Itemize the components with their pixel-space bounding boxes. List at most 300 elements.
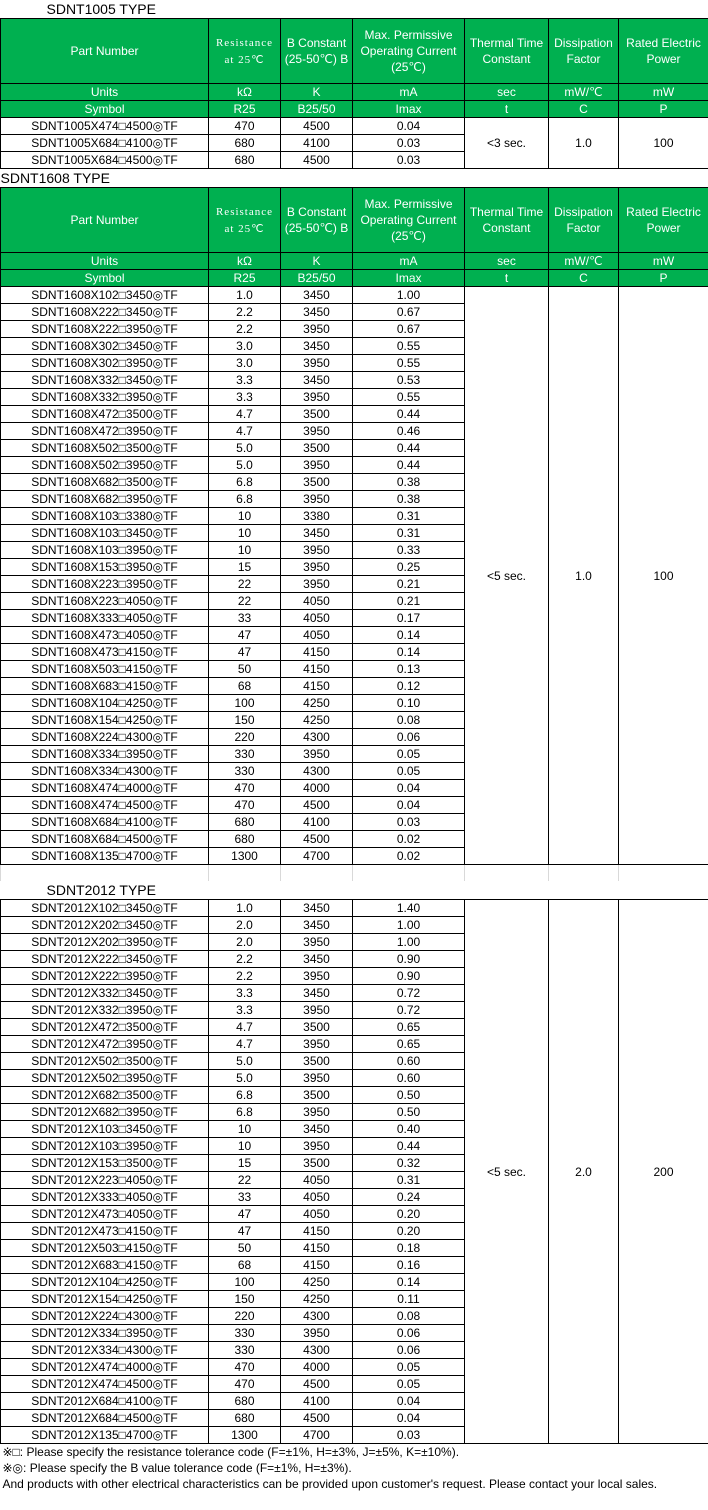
current-cell: 0.13 (353, 661, 465, 678)
b-constant-cell: 3450 (281, 338, 353, 355)
current-cell: 0.05 (353, 746, 465, 763)
resistance-cell: 3.3 (209, 985, 281, 1002)
current-cell: 0.04 (353, 1410, 465, 1427)
part-number-cell: SDNT1608X683□4150◎TF (1, 678, 209, 695)
current-cell: 0.05 (353, 1359, 465, 1376)
rated-power-header (619, 19, 708, 84)
current-cell: 0.44 (353, 406, 465, 423)
resistance-cell: 2.2 (209, 968, 281, 985)
b-constant-cell: 3950 (281, 1325, 353, 1342)
part-number-cell: SDNT2012X684□4500◎TF (1, 1410, 209, 1427)
symbols-row (1, 270, 708, 287)
resistance-cell: 330 (209, 746, 281, 763)
part-number-cell: SDNT1608X102□3450◎TF (1, 287, 209, 304)
resistance-cell: 15 (209, 559, 281, 576)
part-number-cell: SDNT1608X153□3950◎TF (1, 559, 209, 576)
table-row (1, 900, 708, 917)
header-text: Part Number (70, 213, 139, 227)
header-text: Dissipation (554, 205, 613, 219)
part-number-cell: SDNT1608X103□3950◎TF (1, 542, 209, 559)
current-cell: 0.60 (353, 1053, 465, 1070)
symbols-cell: t (465, 101, 549, 118)
b-constant-cell: 3950 (281, 321, 353, 338)
section-title: SDNT1005 TYPE (46, 1, 156, 17)
b-constant-cell: 4050 (281, 627, 353, 644)
table-row (1, 287, 708, 304)
resistance-cell: 220 (209, 1308, 281, 1325)
resistance-cell: 1.0 (209, 287, 281, 304)
units-row (1, 253, 708, 270)
resistance-cell: 15 (209, 1155, 281, 1172)
part-number-cell: SDNT1005X474□4500◎TF (1, 118, 209, 135)
header-text: Factor (566, 221, 601, 235)
b-constant-cell: 4050 (281, 610, 353, 627)
resistance-cell: 47 (209, 627, 281, 644)
thermal-time-header (465, 19, 549, 84)
b-constant-cell: 3450 (281, 900, 353, 917)
current-cell: 0.04 (353, 780, 465, 797)
b-constant-cell: 3950 (281, 1036, 353, 1053)
header-text: Part Number (70, 44, 139, 58)
current-cell: 0.08 (353, 1308, 465, 1325)
section-title-row (1, 0, 708, 19)
b-constant-cell: 3500 (281, 406, 353, 423)
symbols-cell: Symbol (1, 101, 209, 118)
b-constant-cell: 3950 (281, 542, 353, 559)
resistance-cell: 4.7 (209, 1019, 281, 1036)
resistance-cell: 50 (209, 661, 281, 678)
section-title-row (1, 169, 708, 188)
b-constant-cell: 4250 (281, 1274, 353, 1291)
current-cell: 0.02 (353, 848, 465, 865)
dissipation-value: 2.0 (549, 900, 619, 1444)
current-cell: 0.55 (353, 355, 465, 372)
resistance-cell: 47 (209, 1223, 281, 1240)
units-cell: mW/℃ (549, 253, 619, 270)
symbols-cell: R25 (209, 270, 281, 287)
resistance-cell: 5.0 (209, 1053, 281, 1070)
current-cell: 0.10 (353, 695, 465, 712)
units-cell: kΩ (209, 84, 281, 101)
b-constant-cell: 4150 (281, 661, 353, 678)
b-constant-cell: 3950 (281, 1002, 353, 1019)
part-number-cell: SDNT2012X503□4150◎TF (1, 1240, 209, 1257)
current-cell: 0.14 (353, 1274, 465, 1291)
part-number-cell: SDNT2012X332□3950◎TF (1, 1002, 209, 1019)
resistance-cell: 2.0 (209, 934, 281, 951)
header-text: B Constant (286, 205, 347, 219)
resistance-cell: 4.7 (209, 423, 281, 440)
units-cell: sec (465, 84, 549, 101)
part-number-cell: SDNT1608X473□4150◎TF (1, 644, 209, 661)
units-cell: mA (353, 253, 465, 270)
current-cell: 0.90 (353, 951, 465, 968)
current-cell: 0.46 (353, 423, 465, 440)
b-constant-cell: 4150 (281, 644, 353, 661)
part-number-cell: SDNT1608X503□4150◎TF (1, 661, 209, 678)
resistance-cell: 6.8 (209, 1087, 281, 1104)
rated-power-header (619, 188, 708, 253)
resistance-cell: 470 (209, 1359, 281, 1376)
part-number-cell: SDNT1608X103□3380◎TF (1, 508, 209, 525)
units-cell: K (281, 84, 353, 101)
resistance-cell: 680 (209, 831, 281, 848)
current-cell: 1.00 (353, 917, 465, 934)
current-cell: 0.65 (353, 1019, 465, 1036)
part-number-cell: SDNT2012X224□4300◎TF (1, 1308, 209, 1325)
b-constant-cell: 4050 (281, 593, 353, 610)
current-cell: 1.00 (353, 934, 465, 951)
part-number-cell: SDNT2012X684□4100◎TF (1, 1393, 209, 1410)
resistance-cell: 3.3 (209, 372, 281, 389)
part-number-cell: SDNT1608X334□3950◎TF (1, 746, 209, 763)
part-number-cell: SDNT1608X502□3950◎TF (1, 457, 209, 474)
b-constant-cell: 3950 (281, 934, 353, 951)
b-constant-cell: 4000 (281, 780, 353, 797)
b-constant-cell: 3500 (281, 1053, 353, 1070)
resistance-cell: 3.3 (209, 1002, 281, 1019)
units-cell: mW (619, 84, 708, 101)
part-number-cell: SDNT1608X302□3450◎TF (1, 338, 209, 355)
current-cell: 0.55 (353, 389, 465, 406)
b-constant-cell: 3950 (281, 576, 353, 593)
part-number-cell: SDNT2012X682□3950◎TF (1, 1104, 209, 1121)
resistance-cell: 2.2 (209, 951, 281, 968)
part-number-cell: SDNT2012X474□4500◎TF (1, 1376, 209, 1393)
section-title: SDNT1608 TYPE (0, 170, 110, 186)
b-constant-cell: 3450 (281, 304, 353, 321)
b-constant-cell: 3950 (281, 1104, 353, 1121)
part-number-cell: SDNT1608X135□4700◎TF (1, 848, 209, 865)
part-number-cell: SDNT2012X332□3450◎TF (1, 985, 209, 1002)
part-number-cell: SDNT2012X104□4250◎TF (1, 1274, 209, 1291)
thermal-time-value: <5 sec. (465, 900, 549, 1444)
current-cell: 0.44 (353, 440, 465, 457)
empty-cell (353, 865, 465, 882)
b-constant-cell: 3950 (281, 746, 353, 763)
b-constant-cell: 3950 (281, 355, 353, 372)
b-constant-cell: 4100 (281, 135, 353, 152)
resistance-cell: 6.8 (209, 491, 281, 508)
resistance-cell: 330 (209, 763, 281, 780)
rated-power-value: 100 (619, 118, 708, 169)
current-cell: 0.21 (353, 593, 465, 610)
header-text: B Constant (286, 36, 347, 50)
current-cell: 0.03 (353, 1427, 465, 1444)
resistance-cell: 330 (209, 1342, 281, 1359)
resistance-cell: 1.0 (209, 900, 281, 917)
current-cell: 0.50 (353, 1087, 465, 1104)
b-constant-cell: 3950 (281, 1070, 353, 1087)
units-cell: mW/℃ (549, 84, 619, 101)
b-constant-cell: 4050 (281, 1206, 353, 1223)
b-constant-cell: 4250 (281, 695, 353, 712)
current-cell: 0.53 (353, 372, 465, 389)
b-constant-header (281, 188, 353, 253)
thermal-time-value: <5 sec. (465, 287, 549, 865)
part-number-cell: SDNT2012X473□4150◎TF (1, 1223, 209, 1240)
symbols-cell: B25/50 (281, 101, 353, 118)
b-constant-cell: 4150 (281, 1223, 353, 1240)
b-constant-cell: 3950 (281, 457, 353, 474)
resistance-cell: 470 (209, 118, 281, 135)
dissipation-value: 1.0 (549, 118, 619, 169)
current-cell: 0.14 (353, 627, 465, 644)
resistance-cell: 3.3 (209, 389, 281, 406)
max-current-header (353, 188, 465, 253)
b-constant-cell: 3380 (281, 508, 353, 525)
symbols-cell: C (549, 101, 619, 118)
part-number-cell: SDNT1608X472□3500◎TF (1, 406, 209, 423)
dissipation-value: 1.0 (549, 287, 619, 865)
resistance-cell: 47 (209, 1206, 281, 1223)
b-constant-cell: 4700 (281, 848, 353, 865)
empty-cell (209, 865, 281, 882)
resistance-cell: 22 (209, 593, 281, 610)
resistance-cell: 3.0 (209, 355, 281, 372)
header-text: at 25℃ (224, 223, 265, 235)
resistance-cell: 2.2 (209, 304, 281, 321)
part-number-cell: SDNT1608X154□4250◎TF (1, 712, 209, 729)
part-number-header (1, 188, 209, 253)
resistance-cell: 2.0 (209, 917, 281, 934)
part-number-cell: SDNT1005X684□4500◎TF (1, 152, 209, 169)
resistance-cell: 5.0 (209, 1070, 281, 1087)
current-cell: 0.60 (353, 1070, 465, 1087)
current-cell: 0.25 (353, 559, 465, 576)
current-cell: 0.65 (353, 1036, 465, 1053)
current-cell: 0.33 (353, 542, 465, 559)
resistance-cell: 150 (209, 712, 281, 729)
part-number-cell: SDNT1608X302□3950◎TF (1, 355, 209, 372)
section-title-row (1, 881, 708, 900)
header-text: Rated Electric (626, 36, 701, 50)
b-constant-cell: 3950 (281, 968, 353, 985)
b-constant-cell: 4500 (281, 1376, 353, 1393)
current-cell: 0.31 (353, 1172, 465, 1189)
b-constant-cell: 3450 (281, 951, 353, 968)
current-cell: 1.00 (353, 287, 465, 304)
b-constant-cell: 4050 (281, 1172, 353, 1189)
part-number-cell: SDNT1608X222□3450◎TF (1, 304, 209, 321)
part-number-cell: SDNT2012X154□4250◎TF (1, 1291, 209, 1308)
b-constant-header (281, 19, 353, 84)
b-constant-cell: 3500 (281, 1019, 353, 1036)
current-cell: 0.38 (353, 491, 465, 508)
b-constant-cell: 3450 (281, 917, 353, 934)
part-number-cell: SDNT1608X333□4050◎TF (1, 610, 209, 627)
part-number-cell: SDNT1608X682□3500◎TF (1, 474, 209, 491)
current-cell: 0.06 (353, 1325, 465, 1342)
current-cell: 0.40 (353, 1121, 465, 1138)
current-cell: 0.31 (353, 525, 465, 542)
symbols-cell: C (549, 270, 619, 287)
resistance-cell: 470 (209, 797, 281, 814)
part-number-cell: SDNT2012X223□4050◎TF (1, 1172, 209, 1189)
symbols-cell: Imax (353, 101, 465, 118)
part-number-cell: SDNT2012X502□3500◎TF (1, 1053, 209, 1070)
empty-cell (281, 865, 353, 882)
current-cell: 0.06 (353, 1342, 465, 1359)
symbols-cell: P (619, 270, 708, 287)
part-number-cell: SDNT1608X224□4300◎TF (1, 729, 209, 746)
b-constant-cell: 3450 (281, 525, 353, 542)
resistance-cell: 330 (209, 1325, 281, 1342)
units-cell: sec (465, 253, 549, 270)
resistance-cell: 680 (209, 135, 281, 152)
part-number-cell: SDNT1608X474□4500◎TF (1, 797, 209, 814)
part-number-cell: SDNT1608X684□4100◎TF (1, 814, 209, 831)
part-number-cell: SDNT1608X472□3950◎TF (1, 423, 209, 440)
b-constant-cell: 3450 (281, 985, 353, 1002)
part-number-cell: SDNT2012X683□4150◎TF (1, 1257, 209, 1274)
resistance-cell: 33 (209, 1189, 281, 1206)
header-text: Operating Current (360, 213, 457, 227)
part-number-cell: SDNT2012X222□3450◎TF (1, 951, 209, 968)
current-cell: 0.14 (353, 644, 465, 661)
header-row (1, 188, 708, 253)
b-constant-cell: 4500 (281, 797, 353, 814)
resistance-cell: 68 (209, 678, 281, 695)
header-text: Factor (566, 52, 601, 66)
current-cell: 0.38 (353, 474, 465, 491)
b-constant-cell: 3500 (281, 1155, 353, 1172)
part-number-cell: SDNT1608X104□4250◎TF (1, 695, 209, 712)
b-constant-cell: 4300 (281, 763, 353, 780)
part-number-cell: SDNT1608X684□4500◎TF (1, 831, 209, 848)
units-cell: mA (353, 84, 465, 101)
resistance-cell: 4.7 (209, 1036, 281, 1053)
header-text: Resistance (215, 206, 274, 218)
part-number-cell: SDNT1608X502□3500◎TF (1, 440, 209, 457)
empty-cell (465, 865, 549, 882)
b-constant-cell: 3450 (281, 1121, 353, 1138)
resistance-cell: 22 (209, 576, 281, 593)
current-cell: 0.18 (353, 1240, 465, 1257)
part-number-cell: SDNT2012X334□3950◎TF (1, 1325, 209, 1342)
resistance-cell: 470 (209, 780, 281, 797)
header-row (1, 19, 708, 84)
note-row (1, 1444, 708, 1461)
current-cell: 0.04 (353, 118, 465, 135)
resistance-cell: 5.0 (209, 440, 281, 457)
resistance-cell: 1300 (209, 1427, 281, 1444)
header-text: (25-50℃) B (284, 221, 349, 235)
current-cell: 0.05 (353, 763, 465, 780)
units-cell: Units (1, 253, 209, 270)
current-cell: 0.11 (353, 1291, 465, 1308)
header-text: Power (646, 52, 681, 66)
resistance-cell: 47 (209, 644, 281, 661)
part-number-cell: SDNT2012X502□3950◎TF (1, 1070, 209, 1087)
resistance-cell: 10 (209, 1121, 281, 1138)
note-row (1, 1476, 708, 1492)
thermal-time-header (465, 188, 549, 253)
b-constant-cell: 4250 (281, 712, 353, 729)
part-number-cell: SDNT1608X332□3450◎TF (1, 372, 209, 389)
thermal-time-value: <3 sec. (465, 118, 549, 169)
header-text: Operating Current (360, 44, 457, 58)
part-number-cell: SDNT1608X474□4000◎TF (1, 780, 209, 797)
current-cell: 1.40 (353, 900, 465, 917)
resistance-cell: 22 (209, 1172, 281, 1189)
b-constant-cell: 4300 (281, 729, 353, 746)
header-text: Thermal Time (469, 36, 544, 50)
part-number-cell: SDNT1005X684□4100◎TF (1, 135, 209, 152)
footnote: ※◎: Please specify the B value tolerance code (F=±1%, H=±3%). (2, 1461, 352, 1475)
units-row (1, 84, 708, 101)
current-cell: 0.72 (353, 1002, 465, 1019)
b-constant-cell: 3500 (281, 1087, 353, 1104)
b-constant-cell: 4500 (281, 1410, 353, 1427)
part-number-cell: SDNT2012X135□4700◎TF (1, 1427, 209, 1444)
current-cell: 0.08 (353, 712, 465, 729)
current-cell: 0.03 (353, 135, 465, 152)
b-constant-cell: 4250 (281, 1291, 353, 1308)
b-constant-cell: 4100 (281, 814, 353, 831)
units-cell: mW (619, 253, 708, 270)
part-number-cell: SDNT2012X682□3500◎TF (1, 1087, 209, 1104)
current-cell: 0.04 (353, 797, 465, 814)
resistance-cell: 150 (209, 1291, 281, 1308)
dissipation-header (549, 19, 619, 84)
part-number-cell: SDNT2012X153□3500◎TF (1, 1155, 209, 1172)
rated-power-value: 200 (619, 900, 708, 1444)
resistance-cell: 5.0 (209, 457, 281, 474)
units-cell: kΩ (209, 253, 281, 270)
part-number-cell: SDNT2012X103□3950◎TF (1, 1138, 209, 1155)
resistance-cell: 680 (209, 152, 281, 169)
b-constant-cell: 4150 (281, 678, 353, 695)
part-number-cell: SDNT2012X472□3950◎TF (1, 1036, 209, 1053)
rated-power-value: 100 (619, 287, 708, 865)
resistance-cell: 50 (209, 1240, 281, 1257)
b-constant-cell: 4500 (281, 152, 353, 169)
b-constant-cell: 3950 (281, 423, 353, 440)
part-number-cell: SDNT1608X103□3450◎TF (1, 525, 209, 542)
units-cell: K (281, 253, 353, 270)
b-constant-cell: 3950 (281, 559, 353, 576)
resistance-cell: 6.8 (209, 1104, 281, 1121)
symbols-cell: Symbol (1, 270, 209, 287)
current-cell: 0.50 (353, 1104, 465, 1121)
current-cell: 0.17 (353, 610, 465, 627)
b-constant-cell: 4500 (281, 118, 353, 135)
symbols-cell: P (619, 101, 708, 118)
part-number-cell: SDNT2012X473□4050◎TF (1, 1206, 209, 1223)
symbols-row (1, 101, 708, 118)
header-text: Power (646, 221, 681, 235)
part-number-cell: SDNT1608X332□3950◎TF (1, 389, 209, 406)
part-number-cell: SDNT2012X103□3450◎TF (1, 1121, 209, 1138)
current-cell: 0.20 (353, 1223, 465, 1240)
current-cell: 0.04 (353, 1393, 465, 1410)
footnote: And products with other electrical characteristics can be provided upon customer's request. Please contact your local sales. (2, 1477, 658, 1491)
part-number-cell: SDNT1608X334□4300◎TF (1, 763, 209, 780)
header-text: Max. Permissive (364, 28, 453, 42)
symbols-cell: t (465, 270, 549, 287)
units-cell: Units (1, 84, 209, 101)
current-cell: 0.02 (353, 831, 465, 848)
resistance-cell: 470 (209, 1376, 281, 1393)
b-constant-cell: 3500 (281, 440, 353, 457)
current-cell: 0.32 (353, 1155, 465, 1172)
resistance-cell: 3.0 (209, 338, 281, 355)
part-number-cell: SDNT2012X222□3950◎TF (1, 968, 209, 985)
current-cell: 0.12 (353, 678, 465, 695)
b-constant-cell: 3500 (281, 474, 353, 491)
part-number-cell: SDNT2012X202□3950◎TF (1, 934, 209, 951)
